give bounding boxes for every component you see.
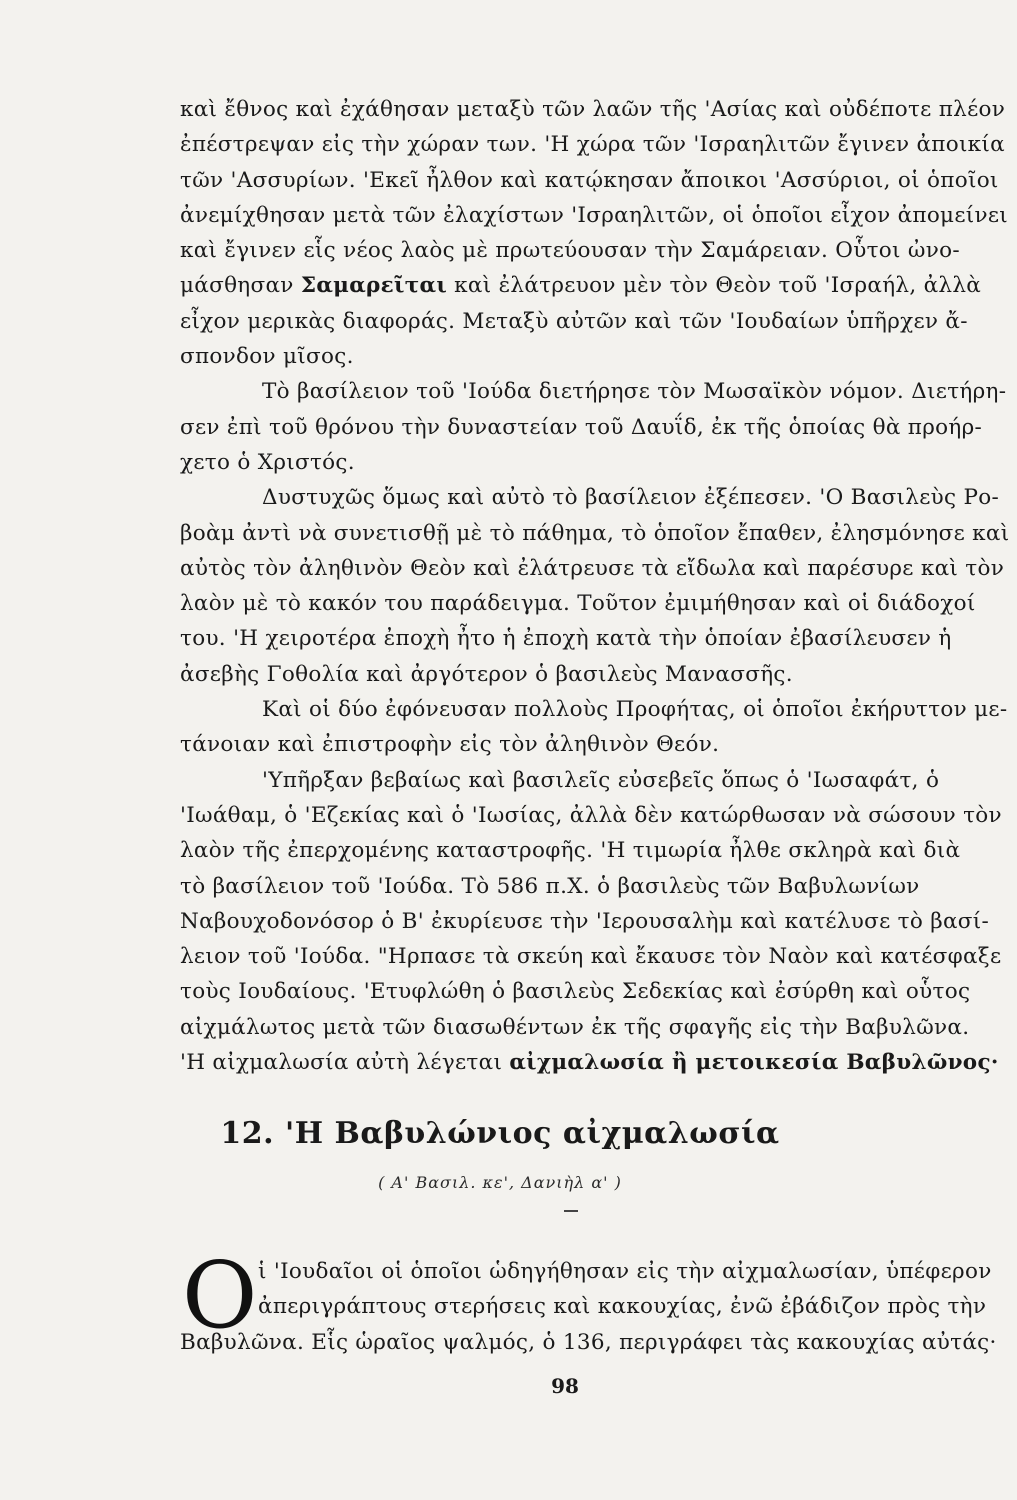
text-line: Βαβυλῶνα. Εἷς ὡραῖος ψαλμός, ὁ 136, περιγράφει τὰς κακουχίας αὐτάς· [180, 1329, 997, 1355]
text-line: χετο ὁ Χριστός. [180, 449, 355, 475]
text-line: ἱ 'Ιουδαῖοι οἱ ὁποῖοι ὡδηγήθησαν εἰς τὴν αἰχμαλωσίαν, ὑπέφερον [258, 1259, 992, 1284]
text-line: λαὸν τῆς ἐπερχομένης καταστροφῆς. 'Η τιμωρία ἦλθε σκληρὰ καὶ διὰ [180, 838, 961, 864]
text-line: ἐπέστρεψαν εἰς τὴν χώραν των. 'Η χώρα τῶν 'Ισραηλιτῶν ἔγινεν ἀποικία [180, 132, 1005, 158]
text-line: ἀσεβὴς Γοθολία καὶ ἀργότερον ὁ βασιλεὺς Μανασσῆς. [180, 661, 793, 687]
text-line: Ναβουχοδονόσορ ὁ Β' ἐκυρίευσε τὴν 'Ιερουσαλὴμ καὶ κατέλυσε τὸ βασί- [180, 908, 990, 934]
text-line: τάνοιαν καὶ ἐπιστροφὴν εἰς τὸν ἀληθινὸν Θεόν. [180, 732, 720, 758]
text-line: καὶ ἔγινεν εἷς νέος λαὸς μὲ πρωτεύουσαν τὴν Σαμάρειαν. Οὗτοι ὠνο- [180, 238, 960, 264]
text-line: λειον τοῦ 'Ιούδα. "Ηρπασε τὰ σκεύη καὶ ἔκαυσε τὸν Ναὸν καὶ κατέσφαξε [180, 944, 1002, 970]
text-line: βοὰμ ἀντὶ νὰ συνετισθῇ μὲ τὸ πάθημα, τὸ ὁποῖον ἔπαθεν, ἐλησμόνησε καὶ [180, 520, 1010, 546]
text-line: 'Υπῆρξαν βεβαίως καὶ βασιλεῖς εὐσεβεῖς ὅπως ὁ 'Ιωσαφάτ, ὁ [262, 767, 940, 793]
text-line: Τὸ βασίλειον τοῦ 'Ιούδα διετήρησε τὸν Μωσαϊκὸν νόμον. Διετήρη- [262, 379, 1007, 405]
section-text [180, 1254, 1016, 1360]
term-samaritans: Σαμαρεῖται [300, 273, 448, 299]
text-line: σεν ἐπὶ τοῦ θρόνου τὴν δυναστείαν τοῦ Δαυΐδ, ἐκ τῆς ὁποίας θὰ προήρ- [180, 414, 983, 440]
text-line: αὐτὸς τὸν ἀληθινὸν Θεὸν καὶ ἐλάτρευσε τὰ εἴδωλα καὶ παρέσυρε καὶ τὸν [180, 555, 1005, 581]
ornament-dash [564, 1210, 578, 1212]
section-reference: ( Α' Βασιλ. κε', Δανιὴλ α' ) [378, 1173, 622, 1192]
text-line: καὶ ἔθνος καὶ ἐχάθησαν μεταξὺ τῶν λαῶν τῆς 'Ασίας καὶ οὐδέποτε πλέον [180, 97, 1006, 122]
drop-cap: O [182, 1242, 258, 1349]
section-title: 12. 'Η Βαβυλώνιος αἰχμαλωσία [220, 1116, 780, 1151]
text-fragment: 'Η αἰχμαλωσία αὐτὴ λέγεται [180, 1050, 503, 1076]
page-number: 98 [551, 1374, 579, 1398]
text-line [180, 268, 1016, 303]
text-line: Καὶ οἱ δύο ἐφόνευσαν πολλοὺς Προφήτας, οἱ ὁποῖοι ἐκήρυττον με- [262, 697, 1008, 723]
body-text [180, 92, 1016, 1080]
text-line: 'Ιωάθαμ, ὁ 'Εζεκίας καὶ ὁ 'Ιωσίας, ἀλλὰ δὲν κατώρθωσαν νὰ σώσουν τὸν [180, 802, 1002, 828]
text-fragment: μάσθησαν [180, 273, 294, 299]
term-captivity: αἰχμαλωσία ἢ μετοικεσία Βαβυλῶνος· [509, 1050, 999, 1076]
text-line: εἶχον μερικὰς διαφοράς. Μεταξὺ αὐτῶν καὶ τῶν 'Ιουδαίων ὑπῆρχεν ἄ- [180, 308, 968, 334]
text-line: αἰχμάλωτος μετὰ τῶν διασωθέντων ἐκ τῆς σφαγῆς εἰς τὴν Βαβυλῶνα. [180, 1014, 970, 1040]
text-line: του. 'Η χειροτέρα ἐποχὴ ἦτο ἡ ἐποχὴ κατὰ τὴν ὁποίαν ἐβασίλευσεν ἡ [180, 626, 952, 652]
text-line: τὸ βασίλειον τοῦ 'Ιούδα. Τὸ 586 π.Χ. ὁ βασιλεὺς τῶν Βαβυλωνίων [180, 873, 920, 899]
book-page [180, 92, 1016, 1492]
text-line: ἀπεριγράπτους στερήσεις καὶ κακουχίας, ἐνῶ ἐβάδιζον πρὸς τὴν [258, 1294, 987, 1320]
text-line: ἀνεμίχθησαν μετὰ τῶν ἐλαχίστων 'Ισραηλιτῶν, οἱ ὁποῖοι εἶχον ἀπομείνει [180, 202, 1009, 228]
text-line: τῶν 'Ασσυρίων. 'Εκεῖ ἦλθον καὶ κατῴκησαν ἄποικοι 'Ασσύριοι, οἱ ὁποῖοι [180, 167, 999, 193]
text-line [180, 1045, 1016, 1080]
text-fragment: καὶ ἐλάτρευον μὲν τὸν Θεὸν τοῦ 'Ισραήλ, ἀλλὰ [454, 273, 982, 299]
text-line: τοὺς Ιουδαίους. 'Ετυφλώθη ὁ βασιλεὺς Σεδεκίας καὶ ἐσύρθη καὶ οὗτος [180, 979, 971, 1005]
text-line: Δυστυχῶς ὅμως καὶ αὐτὸ τὸ βασίλειον ἐξέπεσεν. 'Ο Βασιλεὺς Ρο- [262, 485, 1000, 511]
text-line: λαὸν μὲ τὸ κακόν του παράδειγμα. Τοῦτον ἐμιμήθησαν καὶ οἱ διάδοχοί [180, 591, 976, 617]
text-line: σπονδον μῖσος. [180, 344, 354, 370]
